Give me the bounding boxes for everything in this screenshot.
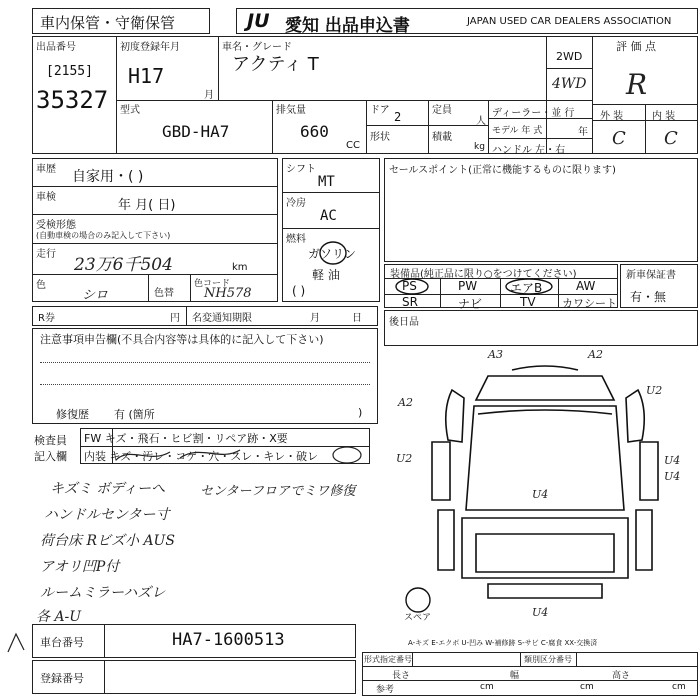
repair-value: 有 (箇所 (114, 408, 155, 421)
grade-value: R (626, 68, 648, 101)
mark-u2-right: U2 (646, 384, 663, 397)
warranty-label: 新車保証書 (626, 270, 676, 281)
fuel-value: ガソリン (308, 247, 357, 261)
model-value: GBD-HA7 (162, 122, 230, 141)
cm-unit-1: cm (480, 682, 494, 692)
exterior-value: C (612, 128, 626, 149)
equip-leather: カワシート (562, 297, 617, 310)
cc-unit: CC (346, 140, 360, 151)
margin-scribble (4, 628, 30, 658)
hand-note-4: 荷台床 Rビズ小 AUS (40, 533, 175, 549)
mileage-unit: km (232, 262, 248, 273)
inspection-label: 車検 (36, 192, 56, 203)
ac-value: AC (320, 208, 337, 224)
dealer-label: ディーラー・並 行 (492, 108, 575, 119)
displacement-label: 排気量 (276, 105, 306, 116)
spare-label: スペア (404, 613, 432, 623)
type-label: 形式指定番号 (364, 655, 412, 664)
equip-airbag-circle (504, 278, 554, 295)
width-label: 幅 (510, 671, 520, 681)
height-label: 高さ (612, 671, 631, 681)
mark-a2-top: A2 (588, 350, 603, 361)
color-change-label: 色替 (154, 288, 174, 299)
mark-u2-left: U2 (396, 452, 413, 465)
lot-label: 出品番号 (36, 42, 76, 53)
mark-a3: A3 (488, 350, 503, 361)
repair-close-paren: ) (358, 406, 363, 419)
association-name: JAPAN USED CAR DEALERS ASSOCIATION (467, 16, 672, 27)
inspector-label-2: 記入欄 (34, 450, 67, 463)
fuel-paren: ( ) (292, 284, 306, 298)
displacement-value: 660 (300, 122, 329, 141)
tax-day-unit: 日 (352, 313, 362, 324)
later-items-box (384, 310, 698, 346)
inspector-label-1: 検査員 (34, 434, 67, 447)
ref-label: 参考 (376, 685, 395, 695)
receipt-note: (自動車検の場合のみ記入して下さい) (36, 231, 171, 240)
history-value: 自家用・( ) (72, 169, 144, 185)
ac-label: 冷房 (286, 198, 306, 209)
tax-month-unit: 月 (310, 313, 320, 324)
yen-unit: 円 (170, 313, 180, 324)
shape-label: 形状 (370, 132, 390, 143)
hand-note-7: 各 A-U (36, 609, 82, 625)
equipment-label: 装備品(純正品に限り○をつけてください) (390, 269, 577, 280)
doors-label: ドア (370, 105, 390, 116)
cm-unit-2: cm (580, 682, 594, 692)
hand-note-1: キズミ ボディーへ (50, 481, 166, 497)
inspector-row1: FW キズ・飛石・ヒビ割・リペア跡・X要 (84, 432, 288, 445)
chassis-label: 車台番号 (40, 636, 84, 649)
fuel-circle (318, 240, 348, 266)
fuel-label: 燃料 (286, 234, 306, 245)
name-label: 車名・グレード (222, 42, 292, 53)
hand-note-5: アオリ凹P付 (40, 559, 120, 575)
spare-tire-icon (406, 588, 430, 612)
reg-label: 登録番号 (40, 672, 84, 685)
mark-a2-left: A2 (398, 396, 413, 409)
name-value: アクティ T (232, 54, 319, 75)
ju-logo: JU (247, 10, 270, 32)
equip-pw: PW (458, 279, 478, 293)
color-code-value: NH578 (204, 286, 252, 301)
cm-unit-3: cm (672, 682, 686, 692)
capacity-unit: 人 (476, 116, 486, 127)
model-label: 型式 (120, 105, 140, 116)
later-items-label: 後日品 (389, 317, 419, 328)
first-reg-year: H17 (128, 64, 165, 88)
year-unit: 年 (578, 127, 588, 138)
equip-navi: ナビ (458, 297, 483, 311)
damage-legend: A-キズ E-エクボ U-凹み W-補修跡 S-サビ C-腐食 XX-交換済 (408, 639, 598, 647)
mileage-label: 走行 (36, 249, 56, 260)
exterior-label: 外 装 (600, 111, 624, 122)
drive-4wd: 4WD (552, 76, 587, 92)
hand-note-2: センターフロアでミワ修復 (200, 484, 356, 499)
equip-ps-circle (394, 278, 430, 295)
color-code-label: 色コード (194, 279, 231, 289)
class-label: 類別区分番号 (524, 655, 572, 664)
history-label: 車歴 (36, 164, 56, 175)
model-year-label: モデル 年 式 (492, 126, 543, 136)
first-reg-label: 初度登録年月 (120, 42, 180, 53)
length-label: 長さ (392, 671, 411, 681)
warranty-value: 有・無 (630, 290, 667, 304)
mark-u4-center: U4 (532, 488, 549, 501)
drive-2wd: 2WD (556, 50, 583, 63)
form-title: 愛知 出品申込書 (285, 16, 410, 36)
header-box (236, 8, 698, 34)
inspection-value: 年 月( 日) (118, 198, 176, 213)
hand-note-6: ルームミラーハズレ (40, 585, 166, 601)
lot-number: 35327 (36, 86, 109, 114)
receipt-label: 受検形態 (36, 220, 76, 231)
capacity-label: 定員 (432, 105, 452, 116)
equip-aw: AW (576, 279, 596, 293)
sales-points-box (384, 158, 698, 262)
shift-value: MT (318, 174, 335, 190)
doors-value: 2 (394, 110, 402, 124)
fuel-alt: 軽 油 (312, 268, 340, 282)
equip-tv: TV (520, 295, 536, 309)
r-ticket-label: R券 (38, 313, 55, 324)
color-value: シロ (82, 288, 109, 303)
mark-u4-bottom: U4 (532, 606, 549, 619)
lot-sub: [2155] (46, 64, 93, 79)
equip-ps: PS (402, 279, 417, 293)
storage-title: 車内保管・守衛保管 (40, 14, 176, 32)
repair-label: 修復歴 (56, 408, 89, 421)
color-label: 色 (36, 280, 46, 291)
interior-label: 内 装 (652, 111, 676, 122)
tax-label: 名変通知期限 (192, 313, 252, 324)
load-label: 積載 (432, 132, 452, 143)
inspector-row2: 内装 キズ・汚レ・コゲ・穴・スレ・キレ・破レ (84, 450, 319, 463)
hand-note-3: ハンドルセンター寸 (44, 507, 170, 523)
sales-points-label: セールスポイント(正常に機能するものに限ります) (389, 165, 616, 176)
equip-airbag: エアB (510, 281, 543, 295)
handle-label: ハンドル 左・右 (492, 145, 566, 156)
month-unit: 月 (204, 90, 214, 101)
inspector-scribbles (110, 444, 370, 466)
shift-label: シフト (286, 164, 316, 175)
storage-title-box (32, 8, 210, 34)
equip-sr: SR (402, 295, 418, 309)
mark-u4-right: U4 (664, 454, 681, 467)
vehicle-info-box (32, 36, 698, 154)
grade-label: 評 価 点 (616, 40, 656, 53)
interior-value: C (664, 128, 678, 149)
truck-diagram (392, 350, 698, 620)
mark-u4-side: U4 (664, 470, 681, 483)
notes-label: 注意事項申告欄(不具合内容等は具体的に記入して下さい) (40, 333, 324, 346)
kg-unit: kg (474, 142, 485, 152)
chassis-value: HA7-1600513 (172, 630, 285, 650)
mileage-value: 23万6千504 (74, 255, 173, 275)
